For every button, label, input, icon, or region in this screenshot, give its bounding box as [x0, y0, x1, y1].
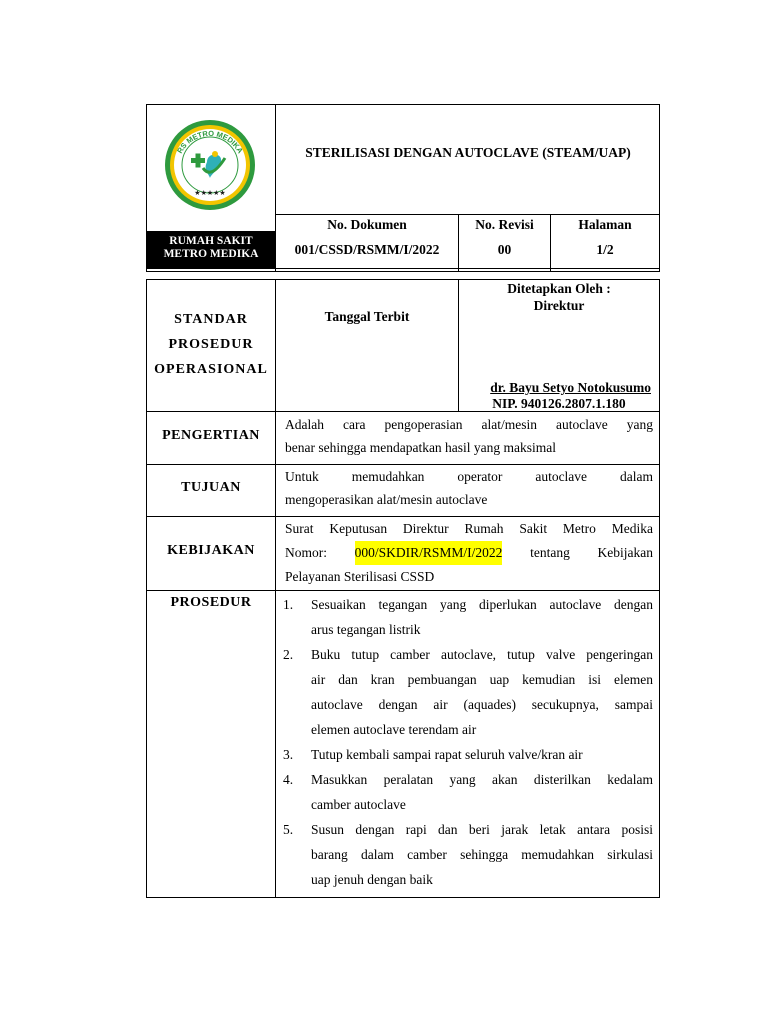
sop-label-line3: OPERASIONAL	[154, 362, 268, 377]
prosedur-item-line: Susun dengan rapi dan beri jarak letak antara posisi	[311, 822, 653, 837]
prosedur-item-number: 3.	[283, 747, 294, 762]
kebijakan-text	[285, 517, 653, 589]
kebijakan-nomor-label: Nomor:	[285, 545, 327, 560]
prosedur-item	[283, 642, 653, 742]
prosedur-item	[283, 817, 653, 892]
svg-text:★★★★★: ★★★★★	[194, 189, 226, 197]
kebijakan-line2	[285, 541, 653, 565]
logo-arc-text: RS METRO MEDIKA	[175, 128, 245, 155]
tujuan-text	[285, 465, 653, 511]
prosedur-item	[283, 742, 653, 767]
tujuan-line2: mengoperasikan alat/mesin autoclave	[285, 492, 488, 507]
tanggal-terbit-label: Tanggal Terbit	[324, 309, 410, 324]
prosedur-item	[283, 767, 653, 817]
prosedur-item-text	[311, 767, 653, 817]
prosedur-item-line: arus tegangan listrik	[311, 622, 421, 637]
pengertian-text	[285, 413, 653, 459]
prosedur-item-line: Masukkan peralatan yang akan disterilkan kedalam	[311, 772, 653, 787]
prosedur-item-line: autoclave dengan air (aquades) secukupnya, sampai	[311, 697, 653, 712]
prosedur-item-line: Buku tutup camber autoclave, tutup valve pengeringan	[311, 647, 653, 662]
kebijakan-line3: Pelayanan Sterilisasi CSSD	[285, 569, 435, 584]
pengertian-label: PENGERTIAN	[162, 428, 260, 443]
prosedur-item-line: air dan kran pembuangan uap kemudian isi elemen	[311, 672, 653, 687]
prosedur-item-text	[311, 592, 653, 642]
prosedur-item-line: Tutup kembali sampai rapat seluruh valve/kran air	[311, 747, 583, 762]
hospital-name-cell	[146, 231, 276, 268]
pengertian-line1: Adalah cara pengoperasian alat/mesin autoclave yang	[285, 417, 653, 432]
signer-nip: NIP. 940126.2807.1.180	[492, 396, 626, 411]
kebijakan-kebijakan: Kebijakan	[597, 545, 653, 560]
prosedur-item-line: elemen autoclave terendam air	[311, 722, 477, 737]
kebijakan-line1: Surat Keputusan Direktur Rumah Sakit Metro Medika	[285, 521, 653, 536]
kebijakan-sk-number: 000/SKDIR/RSMM/I/2022	[355, 541, 503, 565]
sop-label	[147, 307, 275, 382]
prosedur-item-line: camber autoclave	[311, 797, 406, 812]
prosedur-item-text	[311, 817, 653, 892]
prosedur-item	[283, 592, 653, 642]
sop-label-line2: PROSEDUR	[168, 337, 254, 352]
halaman-value: 1/2	[596, 242, 614, 257]
no-dokumen-label: No. Dokumen	[327, 217, 407, 232]
hospital-logo	[163, 118, 257, 212]
halaman-label: Halaman	[578, 217, 632, 232]
kebijakan-label: KEBIJAKAN	[167, 543, 255, 558]
prosedur-list	[283, 592, 653, 892]
kebijakan-tentang: tentang	[530, 545, 570, 560]
hospital-name-line1: RUMAH SAKIT	[169, 235, 253, 247]
no-dokumen-value: 001/CSSD/RSMM/I/2022	[294, 242, 440, 257]
ditetapkan-oleh	[459, 280, 659, 314]
prosedur-item-number: 5.	[283, 822, 294, 837]
ditetapkan-line1: Ditetapkan Oleh :	[507, 281, 611, 296]
tujuan-label: TUJUAN	[181, 480, 241, 495]
no-revisi-label: No. Revisi	[475, 217, 534, 232]
prosedur-item-number: 2.	[283, 647, 294, 662]
pengertian-line2: benar sehingga mendapatkan hasil yang maksimal	[285, 440, 557, 455]
prosedur-item-number: 1.	[283, 597, 294, 612]
ditetapkan-line2: Direktur	[533, 298, 585, 313]
prosedur-item-line: uap jenuh dengan baik	[311, 872, 433, 887]
prosedur-item-text	[311, 642, 653, 742]
document-title: STERILISASI DENGAN AUTOCLAVE (STEAM/UAP)	[305, 145, 631, 160]
logo-emblem-icon	[163, 118, 257, 212]
signer-name: dr. Bayu Setyo Notokusumo	[490, 380, 651, 395]
prosedur-item-line: Sesuaikan tegangan yang diperlukan autoclave dengan	[311, 597, 653, 612]
no-revisi-value: 00	[497, 242, 512, 257]
sop-label-line1: STANDAR	[174, 312, 248, 327]
prosedur-item-line: barang dalam camber sehingga memudahkan sirkulasi	[311, 847, 653, 862]
prosedur-item-number: 4.	[283, 772, 294, 787]
tujuan-line1: Untuk memudahkan operator autoclave dalam	[285, 469, 653, 484]
prosedur-item-text	[311, 742, 653, 767]
hospital-name-line2: METRO MEDIKA	[163, 248, 259, 260]
prosedur-label: PROSEDUR	[170, 595, 252, 610]
